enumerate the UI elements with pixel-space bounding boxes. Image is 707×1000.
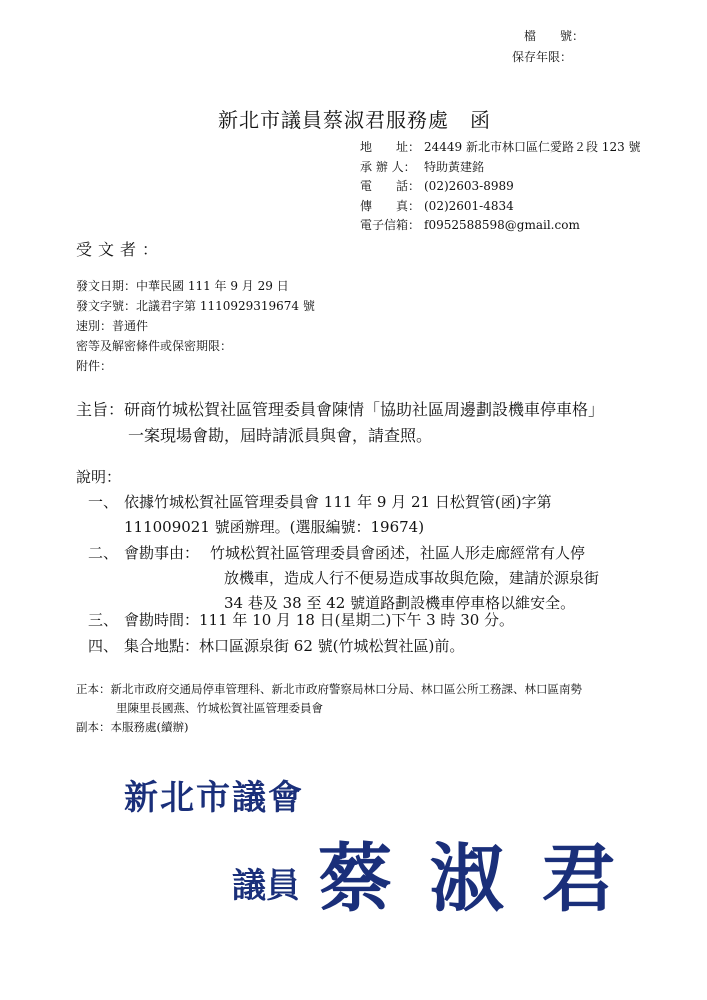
explanation-heading: 說明： xyxy=(76,468,122,486)
contact-fax xyxy=(360,197,641,217)
contact-value: 24449 新北市林口區仁愛路２段 123 號 xyxy=(424,140,641,154)
item-number: 二、 xyxy=(88,544,119,562)
contact-address xyxy=(360,138,641,158)
retention-period-label: 保存年限： xyxy=(512,50,573,64)
contact-label: 承 辦 人： xyxy=(360,159,416,174)
cc-original-line-1: 正本：新北市政府交通局停車管理科、新北市政府警察局林口分局、林口區公所工務課、林口區南勢 xyxy=(76,682,582,696)
item-label: 會勘事由： xyxy=(124,544,200,562)
item-number: 一、 xyxy=(88,493,119,511)
item-number: 四、 xyxy=(88,637,119,655)
contact-handler xyxy=(360,158,641,178)
contact-label: 傳 真： xyxy=(360,198,421,213)
cc-original-line-2: 里陳里長國燕、竹城松賀社區管理委員會 xyxy=(116,701,323,715)
contact-value: (02)2601-4834 xyxy=(424,198,514,213)
contact-label: 電子信箱： xyxy=(360,218,421,232)
contact-label: 電 話： xyxy=(360,179,421,193)
seal-council-name: 新北市議會 xyxy=(124,778,304,818)
document-meta xyxy=(76,276,315,376)
cc-copy-line: 副本：本服務處(續辦) xyxy=(76,720,189,734)
contact-phone xyxy=(360,177,641,197)
recipient-label: 受文者： xyxy=(76,240,165,259)
contact-value: f0952588598@gmail.com xyxy=(424,218,580,232)
urgency: 速別：普通件 xyxy=(76,319,149,333)
item-line: 集合地點：林口區源泉街 62 號(竹城松賀社區)前。 xyxy=(124,637,465,655)
subject-line-1: 主旨：研商竹城松賀社區管理委員會陳情「協助社區周邊劃設機車停車格」 xyxy=(76,400,605,419)
item-line: 竹城松賀社區管理委員會函述，社區人形走廊經常有人停 xyxy=(210,544,586,562)
subject-line-2: 一案現場會勘，屆時請派員與會，請查照。 xyxy=(128,426,433,445)
issue-date: 發文日期：中華民國 111 年 9 月 29 日 xyxy=(76,279,289,293)
seal-title: 議員 xyxy=(232,866,300,906)
document-title: 新北市議員蔡淑君服務處 函 xyxy=(218,108,491,132)
attachments: 附件： xyxy=(76,359,113,373)
item-line: 會勘時間：111 年 10 月 18 日(星期二)下午 3 時 30 分。 xyxy=(124,611,515,629)
item-line: 放機車，造成人行不便易造成事故與危險，建請於源泉街 xyxy=(224,569,600,587)
file-number-label: 檔 號： xyxy=(524,29,585,43)
contact-value: 特助黃建銘 xyxy=(424,159,485,174)
contact-block xyxy=(360,138,641,236)
item-line: 依據竹城松賀社區管理委員會 111 年 9 月 21 日松賀管(函)字第 xyxy=(124,493,552,511)
item-number: 三、 xyxy=(88,611,119,629)
seal-councilor-name: 蔡 淑 君 xyxy=(318,836,622,922)
contact-label: 地 址： xyxy=(360,140,421,154)
contact-email xyxy=(360,216,641,236)
confidentiality: 密等及解密條件或保密期限： xyxy=(76,339,233,353)
contact-value: (02)2603-8989 xyxy=(424,179,514,193)
issue-number: 發文字號：北議君字第 1110929319674 號 xyxy=(76,299,315,313)
item-line: 34 巷及 38 至 42 號道路劃設機車停車格以維安全。 xyxy=(224,594,576,612)
item-line: 111009021 號函辦理。(選服編號：19674) xyxy=(124,518,425,536)
